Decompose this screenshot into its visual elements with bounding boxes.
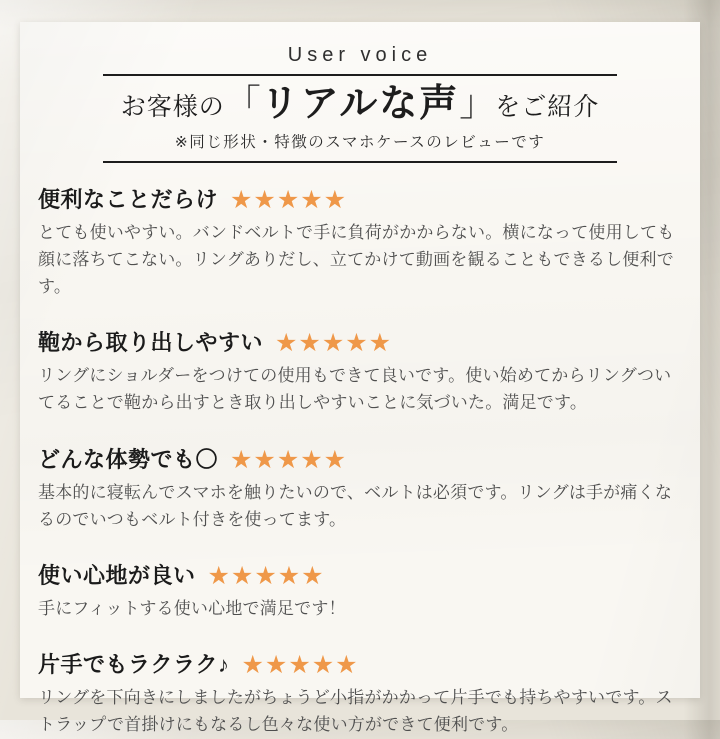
- title-emphasis: リアルな声: [260, 83, 460, 125]
- review-title: 鞄から取り出しやすい: [38, 330, 264, 356]
- review-body: 基本的に寝転んでスマホを触りたいので、ベルトは必須です。リングは手が痛くなるのでいつもベルト付きを使ってます。: [38, 482, 673, 529]
- review-title: 片手でもラクラク♪: [38, 652, 230, 678]
- star-rating-icon: ★★★★★: [207, 562, 325, 590]
- page-title: [20, 83, 700, 127]
- title-open-bracket: 「: [224, 81, 261, 123]
- review-item: [38, 443, 682, 533]
- review-header: [38, 326, 682, 357]
- review-item: [38, 326, 682, 416]
- review-title: 使い心地が良い: [38, 563, 196, 588]
- review-item: [38, 183, 682, 301]
- title-suffix: をご紹介: [495, 92, 600, 121]
- eyebrow-text: User voice: [287, 44, 433, 66]
- top-divider: [103, 74, 617, 76]
- title-prefix: お客様の: [120, 92, 225, 121]
- review-header: [38, 559, 682, 590]
- review-header: [38, 183, 682, 214]
- review-item: [38, 648, 682, 738]
- review-card: [20, 22, 700, 735]
- review-header: [38, 443, 682, 474]
- title-note: ※同じ形状・特徴のスマホケースのレビューです: [174, 133, 546, 151]
- title-close-bracket: 」: [459, 81, 496, 123]
- review-title: どんな体勢でも〇: [38, 446, 219, 472]
- star-rating-icon: ★★★★★: [241, 651, 359, 680]
- review-body: リングにショルダーをつけての使用もできて良いです。使い始めてからリングついてることで鞄から出すとき取り出しやすいことに気づいた。満足です。: [38, 366, 672, 413]
- star-rating-icon: ★★★★★: [230, 185, 348, 214]
- review-body: とても使いやすい。バンドベルトで手に負荷がかからない。横になって使用しても顔に落ちてこない。リングありだし、立てかけて動画を観ることもできるし便利です。: [38, 222, 675, 297]
- review-body: リングを下向きにしましたがちょうど小指がかかって片手でも持ちやすいです。ストラップで首掛けにもなるし色々な使い方ができて便利です。: [38, 688, 673, 735]
- review-body: 手にフィットする使い心地で満足です！: [38, 599, 346, 618]
- review-item: [38, 559, 682, 622]
- star-rating-icon: ★★★★★: [275, 329, 393, 358]
- star-rating-icon: ★★★★★: [230, 445, 348, 474]
- review-list: [20, 163, 700, 739]
- review-title: 便利なことだらけ: [38, 186, 219, 212]
- review-header: [38, 648, 682, 679]
- header: [20, 22, 700, 163]
